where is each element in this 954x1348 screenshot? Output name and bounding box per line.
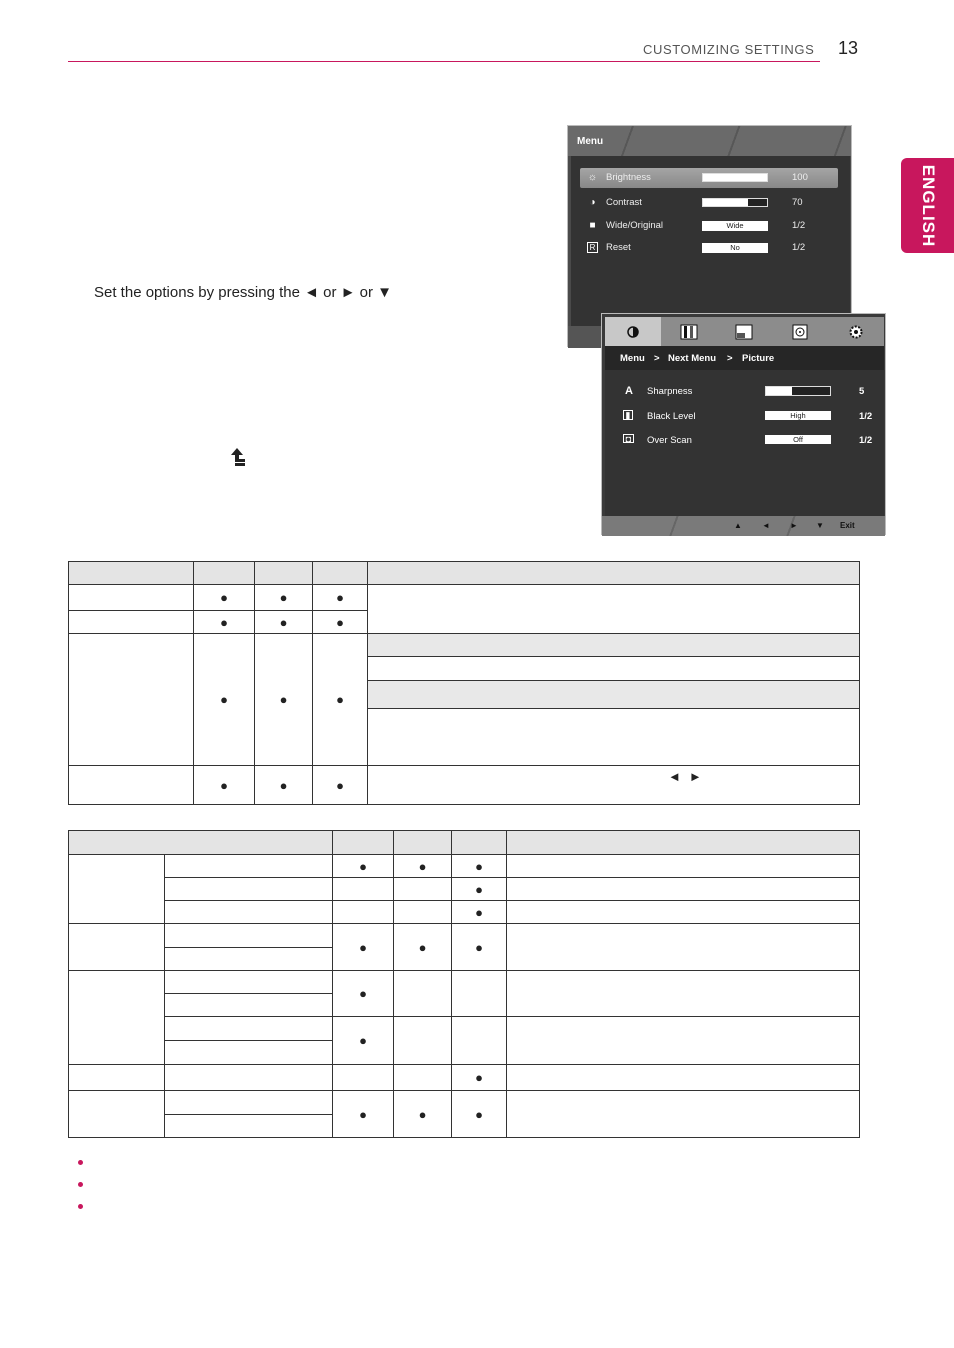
brightness-slider[interactable] <box>702 173 768 182</box>
reset-icon: R <box>587 242 598 253</box>
osd-item-reset[interactable] <box>580 238 838 258</box>
osd-item-label: Wide/Original <box>606 220 664 231</box>
breadcrumb-separator: > <box>654 353 660 364</box>
sun-icon: ☼ <box>587 172 598 183</box>
support-dot: ● <box>313 634 368 766</box>
contrast-slider[interactable] <box>702 198 768 207</box>
support-dot: ● <box>333 971 394 1017</box>
settings-table-1 <box>68 561 860 805</box>
breadcrumb-next-menu: Next Menu <box>668 353 717 364</box>
header-divider <box>68 61 820 62</box>
picture-tab-icon <box>624 324 642 340</box>
settings-table-2 <box>68 830 860 1138</box>
language-tab <box>901 158 954 253</box>
osd-item-value: 1/2 <box>792 220 806 231</box>
picture-item-option: High <box>765 411 831 420</box>
support-dot: ● <box>194 634 255 766</box>
osd-item-label: Contrast <box>606 197 642 208</box>
osd-title-bar <box>568 126 851 156</box>
breadcrumb-menu: Menu <box>620 353 645 364</box>
osd-picture-menu <box>601 313 886 535</box>
support-dot: ● <box>194 766 255 805</box>
table-header-row <box>69 562 860 585</box>
support-dot: ● <box>452 1091 507 1138</box>
table-row <box>69 855 860 878</box>
tab-color[interactable] <box>661 317 717 346</box>
contrast-icon: ◑ <box>589 197 596 208</box>
table-row <box>69 901 860 924</box>
support-dot: ● <box>333 855 394 878</box>
support-dot: ● <box>452 878 507 901</box>
bullet-point <box>78 1160 83 1165</box>
tab-display[interactable] <box>717 317 773 346</box>
arrow-keys <box>668 769 710 784</box>
support-dot: ● <box>313 585 368 611</box>
picture-menu-body <box>605 370 884 516</box>
picture-item-over-scan[interactable] <box>623 433 878 449</box>
up-button-icon[interactable]: ▲ <box>734 521 742 530</box>
osd-tab-bar <box>605 317 884 346</box>
osd-item-value: 70 <box>792 197 803 208</box>
instruction-text: Set the options by pressing the ◄ or ► or ▼ <box>94 284 393 301</box>
table-row <box>69 878 860 901</box>
osd-item-label: Reset <box>606 242 631 253</box>
osd-item-wide-original[interactable] <box>580 216 838 236</box>
osd-item-option: No <box>702 243 768 253</box>
tab-picture[interactable] <box>605 317 661 346</box>
osd-title: Menu <box>577 136 604 147</box>
support-dot: ● <box>194 585 255 611</box>
support-dot: ● <box>452 924 507 971</box>
picture-item-sharpness[interactable] <box>623 384 878 400</box>
left-arrow-icon: ◄ <box>668 769 689 784</box>
osd-item-brightness[interactable] <box>580 168 838 188</box>
down-button-icon[interactable]: ▼ <box>816 521 824 530</box>
breadcrumb <box>605 346 884 370</box>
table-row <box>69 585 860 611</box>
picture-item-value: 1/2 <box>859 435 873 446</box>
left-button-icon[interactable]: ◄ <box>762 521 770 530</box>
speaker-tab-icon <box>791 324 809 340</box>
support-dot: ● <box>394 924 452 971</box>
over-scan-icon: ◘ <box>623 434 634 443</box>
support-dot: ● <box>452 855 507 878</box>
breadcrumb-separator: > <box>727 353 733 364</box>
section-title: CUSTOMIZING SETTINGS <box>643 42 815 57</box>
osd-item-value: 1/2 <box>792 242 806 253</box>
black-level-icon: ▮ <box>623 410 633 420</box>
exit-button[interactable]: Exit <box>840 521 855 530</box>
support-dot: ● <box>313 766 368 805</box>
support-dot: ● <box>333 924 394 971</box>
support-dot: ● <box>313 611 368 634</box>
picture-item-black-level[interactable] <box>623 409 878 425</box>
picture-item-option: Off <box>765 435 831 444</box>
support-dot: ● <box>255 634 313 766</box>
right-button-icon[interactable]: ► <box>790 521 798 530</box>
support-dot: ● <box>255 585 313 611</box>
support-dot: ● <box>394 855 452 878</box>
picture-item-label: Black Level <box>647 411 696 422</box>
tab-audio[interactable] <box>772 317 828 346</box>
support-dot: ● <box>452 901 507 924</box>
return-icon <box>229 447 247 467</box>
page-number: 13 <box>838 38 859 58</box>
table-row <box>69 1065 860 1091</box>
support-dot: ● <box>333 1017 394 1065</box>
sharpness-icon: A <box>625 385 633 397</box>
table-row <box>69 634 860 657</box>
support-dot: ● <box>255 611 313 634</box>
osd-body <box>571 156 850 326</box>
wide-icon: ■ <box>589 220 596 231</box>
table-row <box>69 971 860 994</box>
note-bullets <box>78 1160 83 1226</box>
osd-item-value: 100 <box>792 172 808 183</box>
table-header-row <box>69 831 860 855</box>
display-tab-icon <box>735 324 753 340</box>
table-row <box>69 1017 860 1041</box>
bullet-point <box>78 1182 83 1187</box>
gear-tab-icon <box>847 324 865 340</box>
table-row <box>69 924 860 948</box>
osd-item-option: Wide <box>702 221 768 231</box>
picture-item-label: Sharpness <box>647 386 693 397</box>
support-dot: ● <box>394 1091 452 1138</box>
picture-menu-footer <box>602 516 885 536</box>
picture-item-value: 1/2 <box>859 411 873 422</box>
osd-item-contrast[interactable] <box>580 193 838 213</box>
table-row <box>69 766 860 805</box>
table-row <box>69 1091 860 1115</box>
picture-item-value: 5 <box>859 386 865 397</box>
support-dot: ● <box>452 1065 507 1091</box>
breadcrumb-current: Picture <box>742 353 775 364</box>
picture-item-label: Over Scan <box>647 435 692 446</box>
bullet-point <box>78 1204 83 1209</box>
osd-item-label: Brightness <box>606 172 651 183</box>
support-dot: ● <box>333 1091 394 1138</box>
support-dot: ● <box>255 766 313 805</box>
sharpness-slider[interactable] <box>765 386 831 396</box>
support-dot: ● <box>194 611 255 634</box>
color-tab-icon <box>680 324 698 340</box>
language-label: ENGLISH <box>918 164 938 247</box>
tab-setup[interactable] <box>828 317 884 346</box>
right-arrow-icon: ► <box>688 769 710 784</box>
